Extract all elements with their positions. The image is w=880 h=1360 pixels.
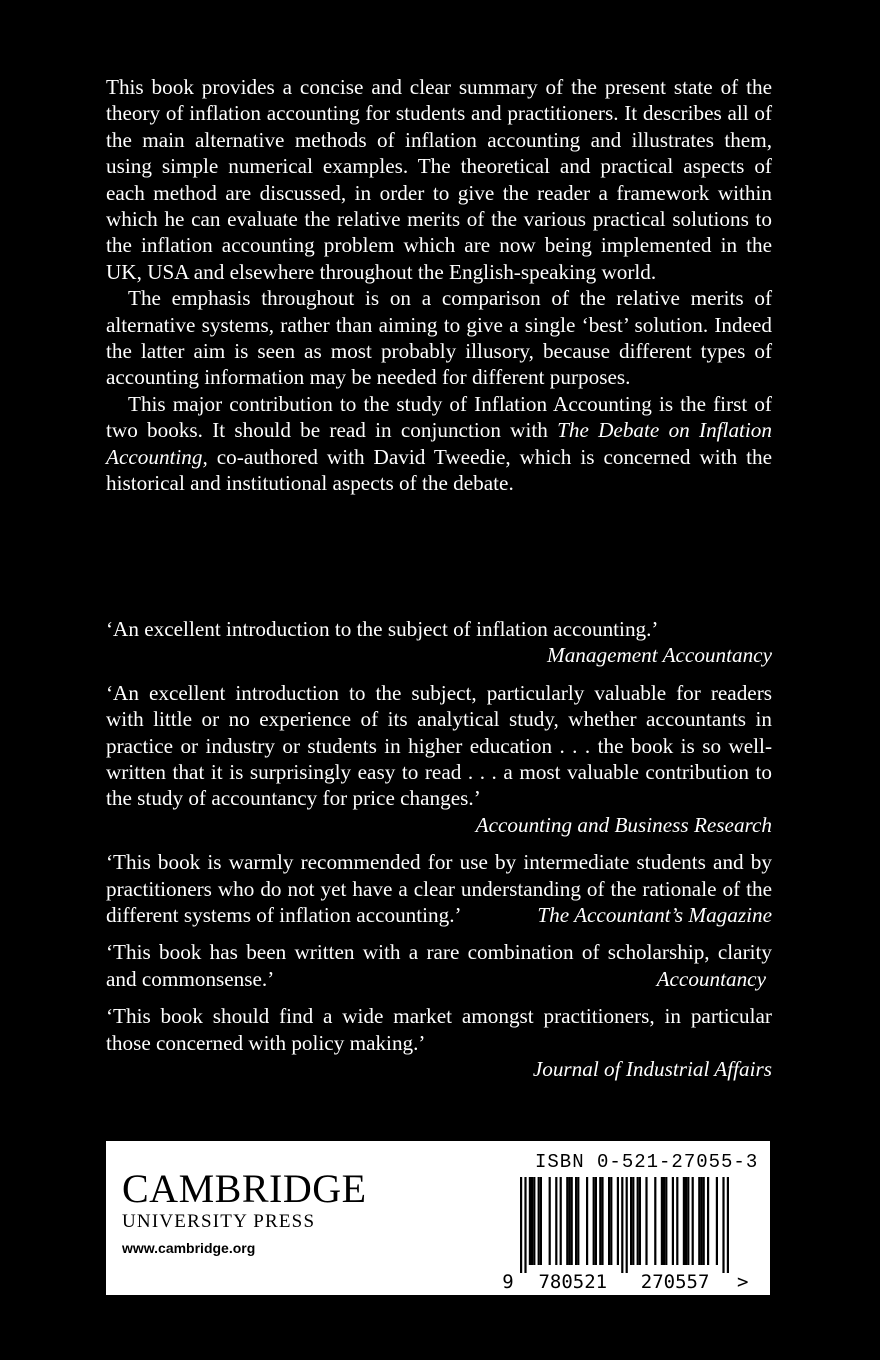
barcode-bar: [571, 1177, 573, 1265]
review-source: Management Accountancy: [547, 643, 772, 668]
publisher-subname: UNIVERSITY PRESS: [122, 1211, 316, 1232]
publisher-panel: [106, 1141, 770, 1295]
barcode: [500, 1177, 762, 1289]
barcode-guard-bar: [621, 1177, 623, 1273]
barcode-bar: [577, 1177, 579, 1265]
review-quote: [106, 616, 772, 669]
barcode-bar: [698, 1177, 700, 1265]
barcode-bar: [654, 1177, 656, 1265]
review-quotes: [106, 616, 772, 1094]
description-paragraph-2: The emphasis throughout is on a comparison of the relative merits of alternative systems, rather than aiming to give a single ‘best’ solution. Indeed the latter aim is seen as most probably illusory, because different types of accounting information may be needed for different purposes.: [106, 286, 772, 390]
barcode-bar: [560, 1177, 562, 1265]
barcode-bar: [593, 1177, 595, 1265]
barcode-bar: [637, 1177, 639, 1265]
barcode-guard-bar: [520, 1177, 522, 1273]
barcode-bar: [639, 1177, 641, 1265]
paragraph-3-start: This major contribution to the study of Inflation Accounting is the first of two books. It should be read in conjunction with: [106, 391, 772, 443]
review-quote: [106, 939, 772, 992]
barcode-bar: [632, 1177, 634, 1265]
review-quote: [106, 680, 772, 838]
barcode-digit-first: 9: [502, 1271, 514, 1289]
barcode-digits-right: 270557: [640, 1271, 710, 1289]
review-quote: [106, 849, 772, 928]
review-text: ‘An excellent introduction to the subject of inflation accounting.’: [106, 617, 659, 641]
barcode-bar: [610, 1177, 612, 1265]
barcode-bar: [599, 1177, 601, 1265]
review-quote: [106, 1003, 772, 1082]
barcode-bar: [716, 1177, 718, 1265]
review-source: Accounting and Business Research: [475, 812, 772, 837]
barcode-bar: [595, 1177, 597, 1265]
barcode-guard-bar: [722, 1177, 724, 1273]
barcode-bar: [665, 1177, 667, 1265]
barcode-bar: [531, 1177, 533, 1265]
barcode-bar: [533, 1177, 535, 1265]
book-description: [106, 74, 772, 497]
barcode-bar: [645, 1177, 647, 1265]
barcode-bar: [608, 1177, 610, 1265]
barcode-bar: [672, 1177, 674, 1265]
barcode-guard-bar: [626, 1177, 628, 1273]
barcode-bar: [700, 1177, 702, 1265]
barcode-bar: [601, 1177, 603, 1265]
paragraph-3-end: co-authored with David Tweedie, which is concerned with the historical and institutional aspects of the debate.: [106, 444, 772, 496]
review-text: ‘This book has been written with a rare combination of scholarship, clarity and commonsense.’: [106, 940, 772, 991]
barcode-bar: [683, 1177, 685, 1265]
barcode-arrow: >: [737, 1271, 749, 1289]
description-paragraph-1: This book provides a concise and clear summary of the present state of the theory of inflation accounting for students and practitioners. It describes all of the main alternative methods of inflation accounting and illustrates them, using simple numerical examples. The theoretical and practical aspects of each method are discussed, in order to give the reader a framework within which he can evaluate the relative merits of the various practical solutions to the inflation accounting problem which are now being implemented in the UK, USA and elsewhere throughout the English-speaking world.: [106, 75, 772, 284]
review-source: Journal of Industrial Affairs: [532, 1057, 772, 1082]
barcode-guard-bar: [727, 1177, 729, 1273]
review-text: ‘An excellent introduction to the subject, particularly valuable for readers with little or no experience of its analytical study, whether accountants in practice or industry or students in higher education . . . the book is so well-written that it is surprisingly easy to read . . . a most valuable contribution to the study of accountancy for price changes.’: [106, 680, 772, 811]
barcode-bar: [663, 1177, 665, 1265]
barcode-bar: [540, 1177, 542, 1265]
review-text: ‘This book should find a wide market amongst practitioners, in particular those concerned with policy making.’: [106, 1004, 772, 1055]
barcode-bar: [568, 1177, 570, 1265]
barcode-bar: [538, 1177, 540, 1265]
barcode-digits-left: 780521: [538, 1271, 608, 1289]
review-source: Accountancy: [656, 966, 766, 991]
barcode-bar: [685, 1177, 687, 1265]
barcode-bar: [586, 1177, 588, 1265]
publisher-url: www.cambridge.org: [122, 1240, 256, 1256]
barcode-bar: [707, 1177, 709, 1265]
isbn-label: ISBN 0-521-27055-3: [535, 1151, 759, 1173]
publisher-logo: [122, 1166, 367, 1256]
barcode-bar: [676, 1177, 678, 1265]
barcode-bar: [555, 1177, 557, 1265]
review-source: The Accountant’s Magazine: [537, 903, 772, 928]
barcode-bar: [630, 1177, 632, 1265]
barcode-bar: [575, 1177, 577, 1265]
barcode-guard-bar: [524, 1177, 526, 1273]
barcode-bar: [566, 1177, 568, 1265]
review-text: ‘This book is warmly recommended for use by intermediate students and by practitioners who do not yet have a clear understanding of the rationale of the different systems of inflation accounting.’: [106, 850, 772, 928]
description-paragraph-3: [106, 391, 772, 497]
barcode-bar: [617, 1177, 619, 1265]
barcode-bar: [703, 1177, 705, 1265]
barcode-bar: [529, 1177, 531, 1265]
companion-book-title: The Debate on Inflation Accounting,: [106, 418, 772, 469]
barcode-bar: [549, 1177, 551, 1265]
barcode-bar: [661, 1177, 663, 1265]
publisher-name: CAMBRIDGE: [122, 1166, 367, 1211]
barcode-bar: [692, 1177, 694, 1265]
barcode-bar: [687, 1177, 689, 1265]
